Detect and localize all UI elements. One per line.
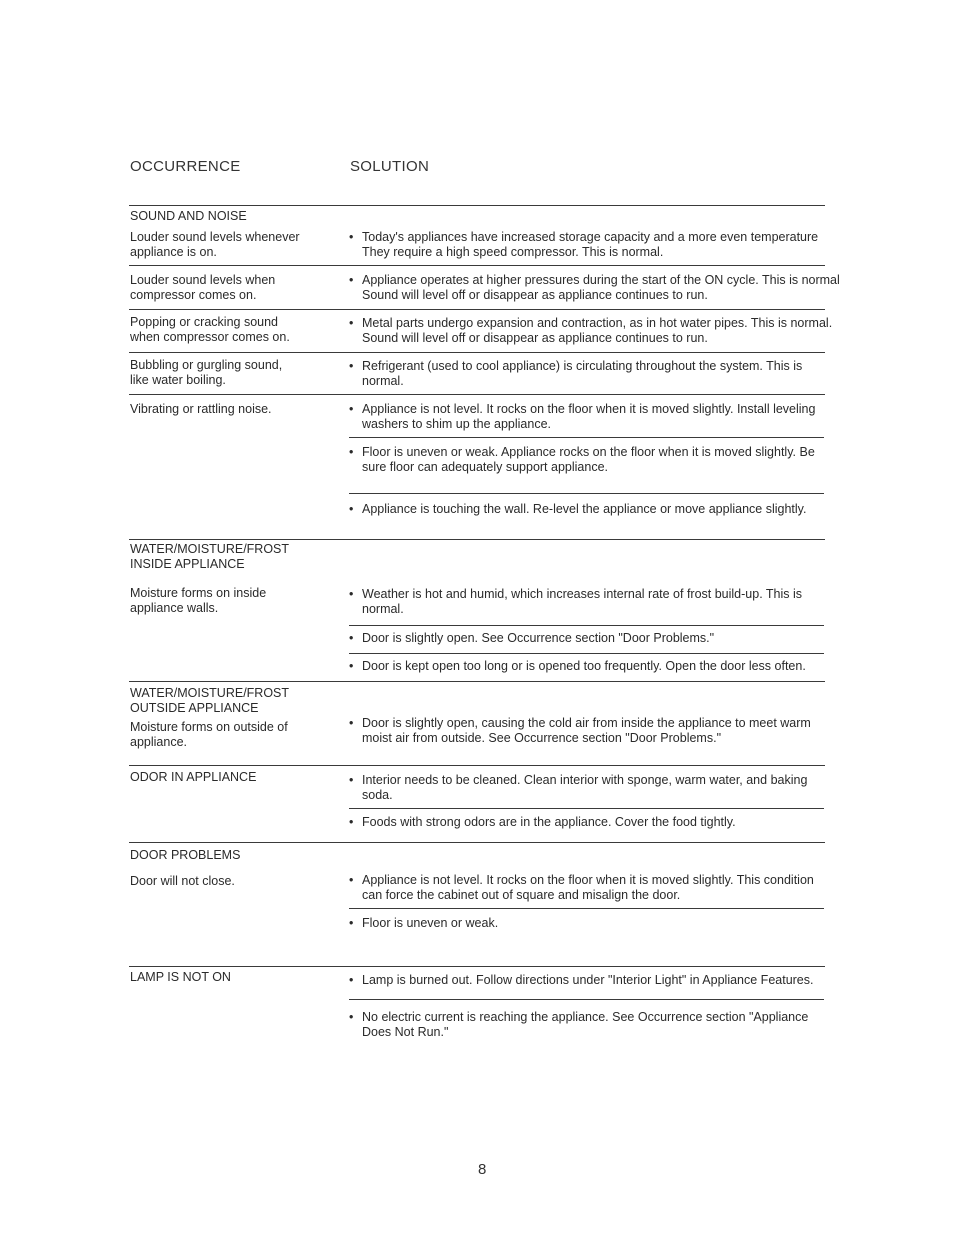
bullet-icon: • [349,502,354,516]
bullet-icon: • [349,273,354,287]
bullet-icon: • [349,873,354,887]
solution-header: SOLUTION [350,158,430,175]
section-divider [129,842,825,843]
occurrence-header: OCCURRENCE [130,158,241,175]
section-divider [129,681,825,682]
solution-item: • Refrigerant (used to cool appliance) is circulating throughout the system. This is normal. [349,359,803,388]
solution-item: • Door is slightly open. See Occurrence section "Door Problems." [349,631,715,645]
bullet-icon: • [349,659,354,673]
bullet-icon: • [349,815,354,829]
solution-item: • Door is kept open too long or is opened too frequently. Open the door less often. [349,659,806,673]
occurrence-text: Bubbling or gurgling sound, like water boiling. [130,358,283,387]
solution-item: • Lamp is burned out. Follow directions under "Interior Light" in Appliance Features. [349,973,814,987]
occurrence-text: Louder sound levels whenever appliance is on. [130,230,300,259]
solution-item: • Floor is uneven or weak. [349,916,499,930]
section-title-door-problems: DOOR PROBLEMS [130,848,241,862]
solution-item: • Appliance is not level. It rocks on the floor when it is moved slightly. Install leveling washers to shim up the appliance. [349,402,816,431]
occurrence-text: Door will not close. [130,874,235,888]
section-title-moisture-inside: WATER/MOISTURE/FROST INSIDE APPLIANCE [130,542,290,571]
occurrence-text: Vibrating or rattling noise. [130,402,272,416]
bullet-icon: • [349,916,354,930]
bullet-icon: • [349,316,354,330]
bullet-icon: • [349,587,354,601]
solution-divider [349,493,824,494]
solution-divider [349,625,824,626]
occurrence-text: Moisture forms on outside of appliance. [130,720,288,749]
row-divider [129,394,825,395]
solution-item: • Metal parts undergo expansion and contraction, as in hot water pipes. This is normal. Sound will level off or disappear as appliance continues to run. [349,316,833,345]
bullet-icon: • [349,973,354,987]
occurrence-text: Popping or cracking sound when compressor comes on. [130,315,290,344]
section-divider [129,765,825,766]
row-divider [129,309,825,310]
solution-divider [349,808,824,809]
bullet-icon: • [349,359,354,373]
section-title-lamp: LAMP IS NOT ON [130,970,231,984]
solution-item: • Foods with strong odors are in the appliance. Cover the food tightly. [349,815,736,829]
solution-item: • Weather is hot and humid, which increases internal rate of frost build-up. This is normal. [349,587,803,616]
bullet-icon: • [349,230,354,244]
bullet-icon: • [349,631,354,645]
solution-item: • Appliance is not level. It rocks on the floor when it is moved slightly. This condition can force the cabinet out of square and misalign the door. [349,873,814,902]
solution-item: • Appliance operates at higher pressures during the start of the ON cycle. This is normal Sound will level off or disappear as appliance continues to run. [349,273,840,302]
bullet-icon: • [349,1010,354,1024]
bullet-icon: • [349,716,354,730]
solution-item: • Appliance is touching the wall. Re-level the appliance or move appliance slightly. [349,502,807,516]
page-number: 8 [478,1161,487,1178]
solution-divider [349,999,824,1000]
section-title-odor: ODOR IN APPLIANCE [130,770,257,784]
section-title-moisture-outside: WATER/MOISTURE/FROST OUTSIDE APPLIANCE [130,686,290,715]
section-divider [129,966,825,967]
occurrence-text: Louder sound levels when compressor comes on. [130,273,276,302]
solution-item: • Interior needs to be cleaned. Clean interior with sponge, warm water, and baking soda. [349,773,808,802]
bullet-icon: • [349,773,354,787]
section-divider [129,539,825,540]
row-divider [129,352,825,353]
solution-divider [349,653,824,654]
occurrence-text: Moisture forms on inside appliance walls. [130,586,267,615]
solution-item: • Floor is uneven or weak. Appliance rocks on the floor when it is moved slightly. Be sure floor can adequately support appliance. [349,445,815,474]
row-divider [129,265,825,266]
bullet-icon: • [349,402,354,416]
solution-divider [349,437,824,438]
solution-divider [349,908,824,909]
solution-item: • Door is slightly open, causing the cold air from inside the appliance to meet warm moist air from outside. See Occurrence section "Door Problems." [349,716,811,745]
section-divider [129,205,825,206]
solution-item: • Today's appliances have increased storage capacity and a more even temperature They require a high speed compressor. This is normal. [349,230,819,259]
bullet-icon: • [349,445,354,459]
solution-item: • No electric current is reaching the appliance. See Occurrence section "Appliance Does Not Run." [349,1010,809,1039]
section-title-sound-and-noise: SOUND AND NOISE [130,209,247,223]
